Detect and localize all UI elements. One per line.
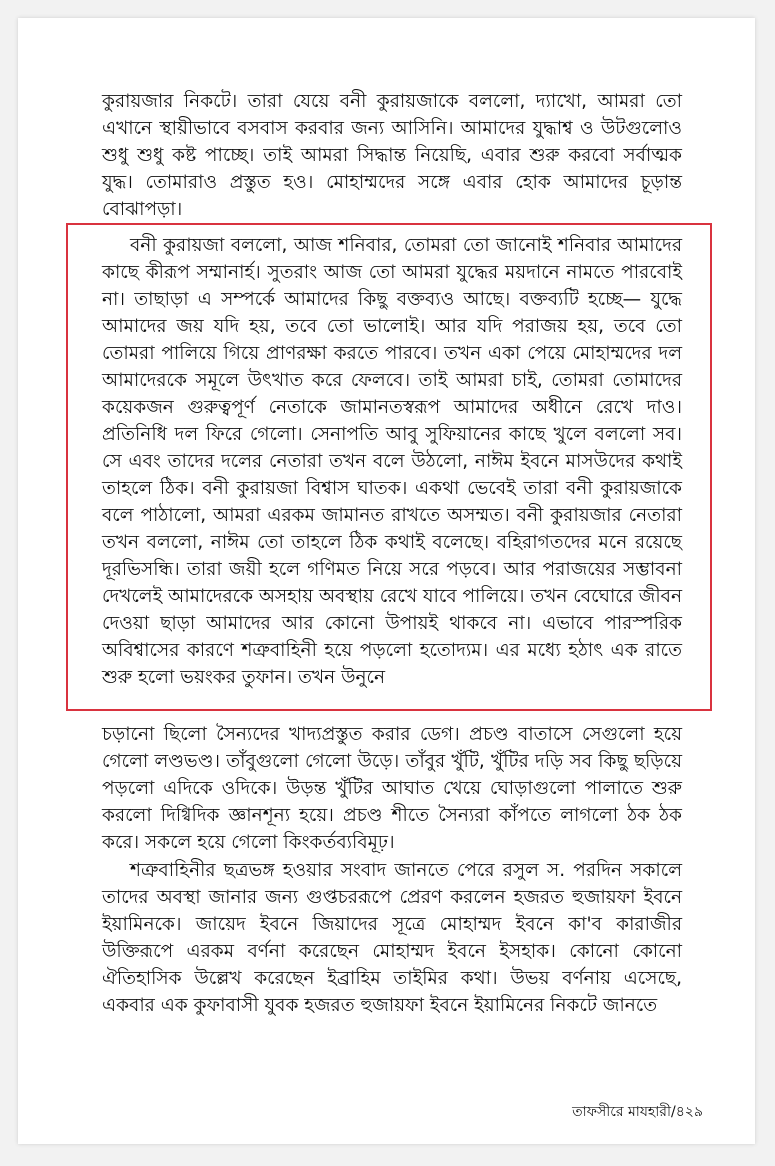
document-page (18, 18, 755, 1144)
paragraph-4 (102, 857, 682, 1019)
page-footer: তাফসীরে মাযহারী/৪২৯ (572, 1104, 703, 1120)
paragraph-4-text: শত্রুবাহিনীর ছত্রভঙ্গ হওয়ার সংবাদ জানতে পেরে রসুল স. পরদিন সকালে তাদের অবস্থা জানার জন্য গুপ্তচররূপে প্রেরণ করলেন হজরত হুজায়ফা ইবনে ইয়ামিনকে। জায়েদ ইবনে জিয়াদের সূত্রে মোহাম্মদ ইবনে কা'ব কারাজীর উক্তিরূপে এরকম বর্ণনা করেছেন মোহাম্মদ ইবনে ইসহাক। কোনো কোনো ঐতিহাসিক উল্লেখ করেছেন ইব্রাহিম তাইমির কথা। উভয় বর্ণনায় এসেছে, একবার এক কুফাবাসী যুবক হজরত হুজায়ফা ইবনে ইয়ামিনের নিকটে জানতে (102, 860, 682, 1016)
paragraph-3-text: চড়ানো ছিলো সৈন্যদের খাদ্যপ্রস্তুত করার ডেগ। প্রচণ্ড বাতাসে সেগুলো হয়ে গেলো লণ্ডভণ্ড। তাঁবুগুলো গেলো উড়ে। তাঁবুর খুঁটি, খুঁটির দড়ি সব কিছু ছড়িয়ে পড়লো এদিকে ওদিকে। উড়ন্ত খুঁটির আঘাত খেয়ে ঘোড়াগুলো পালাতে শুরু করলো দিগ্বিদিক জ্ঞানশূন্য হয়ে। প্রচণ্ড শীতে সৈন্যরা কাঁপতে লাগলো ঠক ঠক করে। সকলে হয়ে গেলো কিংকর্তব্যবিমূঢ়। (102, 724, 682, 853)
paragraph-2 (102, 232, 682, 691)
paragraph-1 (102, 88, 682, 223)
paragraph-3 (102, 721, 682, 856)
paragraph-1-text: কুরায়জার নিকটে। তারা যেয়ে বনী কুরায়জাকে বললো, দ্যাখো, আমরা তো এখানে স্থায়ীভাবে বসবাস করবার জন্য আসিনি। আমাদের যুদ্ধাশ্ব ও উটগুলোও শুধু শুধু কষ্ট পাচ্ছে। তাই আমরা সিদ্ধান্ত নিয়েছি, এবার শুরু করবো সর্বাত্মক যুদ্ধ। তোমারাও প্রস্তুত হও। মোহাম্মদের সঙ্গে এবার হোক আমাদের চূড়ান্ত বোঝাপড়া। (102, 91, 682, 220)
paragraph-2-text: বনী কুরায়জা বললো, আজ শনিবার, তোমরা তো জানোই শনিবার আমাদের কাছে কীরূপ সম্মানার্হ। সুতরাং আজ তো আমরা যুদ্ধের ময়দানে নামতে পারবোই না। তাছাড়া এ সম্পর্কে আমাদের কিছু বক্তব্যও আছে। বক্তব্যটি হচ্ছে— যুদ্ধে আমাদের জয় যদি হয়, তবে তো ভালোই। আর যদি পরাজয় হয়, তবে তো তোমরা পালিয়ে গিয়ে প্রাণরক্ষা করতে পারবে। তখন একা পেয়ে মোহাম্মদের দল আমাদেরকে সমূলে উৎখাত করে ফেলবে। তাই আমরা চাই, তোমরা তোমাদের কয়েকজন গুরুত্বপূর্ণ নেতাকে জামানতস্বরূপ আমাদের অধীনে রেখে দাও। প্রতিনিধি দল ফিরে গেলো। সেনাপতি আবু সুফিয়ানের কাছে খুলে বললো সব। সে এবং তাদের দলের নেতারা তখন বলে উঠলো, নাঈম ইবনে মাসউদের কথাই তাহলে ঠিক। বনী কুরায়জা বিশ্বাস ঘাতক। একথা ভেবেই তারা বনী কুরায়জাকে বলে পাঠালো, আমরা এরকম জামানত রাখতে অসম্মত। বনী কুরায়জার নেতারা তখন বললো, নাঈম তো তাহলে ঠিক কথাই বলেছে। বহিরাগতদের মনে রয়েছে দূরভিসন্ধি। তারা জয়ী হলে গণিমত নিয়ে সরে পড়বে। আর পরাজয়ের সম্ভাবনা দেখলেই আমাদেরকে অসহায় অবস্থায় রেখে যাবে পালিয়ে। তখন বেঘোরে জীবন দেওয়া ছাড়া আমাদের আর কোনো উপায়ই থাকবে না। এভাবে পারস্পরিক অবিশ্বাসের কারণে শত্রুবাহিনী হয়ে পড়লো হতোদ্যম। এর মধ্যে হঠাৎ এক রাতে শুরু হলো ভয়ংকর তুফান। তখন উনুনে (102, 235, 682, 688)
